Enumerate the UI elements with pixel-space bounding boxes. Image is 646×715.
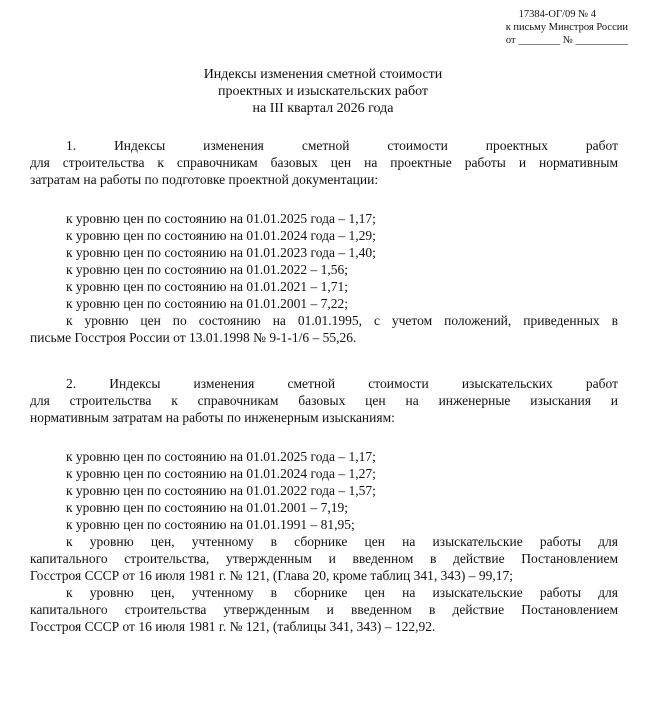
title-line-2: проектных и изыскательских работ [217, 84, 429, 99]
list-item-long [30, 312, 618, 346]
list-item-long-lead: к уровню цен, учтенному в сборнике цен на изыскательские работы для [66, 534, 618, 549]
list-item-long-tail: капитального строительства, утвержденным и введенном в действие Постановлением [30, 551, 618, 566]
section-2-line-2: для строительства к справочникам базовых цен на инженерные изыскания и [30, 393, 618, 408]
section-1-line-2: для строительства к справочникам базовых цен на проектные работы и нормативным [30, 155, 618, 170]
list-item: к уровню цен по состоянию на 01.01.2021 – 1,71; [66, 279, 349, 294]
section-1-list [30, 210, 618, 346]
list-item: к уровню цен по состоянию на 01.01.2001 – 7,19; [66, 500, 349, 515]
list-item: к уровню цен по состоянию на 01.01.2022 года – 1,57; [66, 483, 376, 498]
document-title [0, 66, 646, 117]
list-item: к уровню цен по состоянию на 01.01.2025 года – 1,17; [66, 449, 376, 464]
list-item-long-tail: Госстроя СССР от 16 июля 1981 г. № 121, (таблицы 341, 343) – 122,92. [30, 619, 436, 634]
list-item: к уровню цен по состоянию на 01.01.2023 года – 1,40; [66, 245, 376, 260]
list-item: к уровню цен по состоянию на 01.01.2022 – 1,56; [66, 262, 349, 277]
section-2-intro [30, 375, 618, 426]
title-line-1: Индексы изменения сметной стоимости [203, 67, 443, 82]
list-item: к уровню цен по состоянию на 01.01.2024 года – 1,27; [66, 466, 376, 481]
list-item: к уровню цен по состоянию на 01.01.2024 года – 1,29; [66, 228, 376, 243]
list-item-long [30, 533, 618, 584]
list-item-long-lead: к уровню цен по состоянию на 01.01.1995, с учетом положений, приведенных в [66, 313, 618, 328]
date-number-line: от ________ № __________ [505, 35, 628, 46]
title-line-3: на III квартал 2026 года [252, 101, 394, 116]
list-item-long-lead: к уровню цен, учтенному в сборнике цен на изыскательские работы для [66, 585, 618, 600]
letter-reference: к письму Минстроя России [505, 22, 628, 33]
section-1-line-3: затратам на работы по подготовке проектной документации: [30, 172, 379, 187]
reference-number: 17384-ОГ/09 № 4 [518, 9, 596, 20]
list-item: к уровню цен по состоянию на 01.01.2025 года – 1,17; [66, 211, 376, 226]
list-item-long-tail: Госстроя СССР от 16 июля 1981 г. № 121, (Глава 20, кроме таблиц 341, 343) – 99,17; [30, 568, 513, 583]
list-item-long-tail: капитального строительства утвержденным и введенном в действие Постановлением [30, 602, 618, 617]
section-1-first-line: 1. Индексы изменения сметной стоимости проектных работ [66, 138, 618, 153]
list-item: к уровню цен по состоянию на 01.01.1991 – 81,95; [66, 517, 355, 532]
section-2-first-line: 2. Индексы изменения сметной стоимости изыскательских работ [66, 376, 618, 391]
section-1-intro [30, 137, 618, 188]
list-item-long-tail: письме Госстроя России от 13.01.1998 № 9-1-1/6 – 55,26. [30, 330, 357, 345]
section-2-list [30, 448, 618, 635]
document-header [408, 8, 628, 47]
list-item: к уровню цен по состоянию на 01.01.2001 – 7,22; [66, 296, 349, 311]
section-2-line-3: нормативным затратам на работы по инженерным изысканиям: [30, 410, 395, 425]
list-item-long [30, 584, 618, 635]
